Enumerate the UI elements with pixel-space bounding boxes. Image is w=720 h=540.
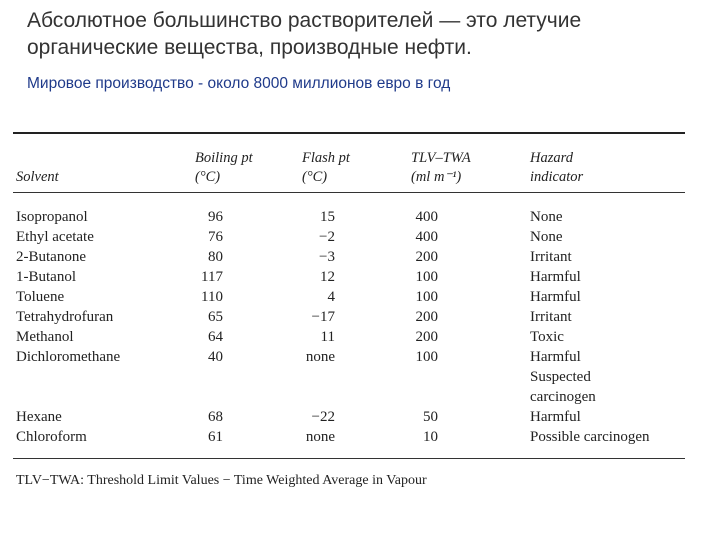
cell-boiling-point: 61: [208, 429, 223, 445]
header-hazard-line-2: indicator: [530, 169, 584, 185]
cell-flash-point: −2: [319, 229, 335, 245]
cell-hazard: None: [530, 229, 563, 245]
cell-flash-point: −17: [311, 309, 335, 325]
table-bottom-rule: [13, 458, 685, 459]
table-top-rule: [13, 132, 685, 134]
cell-hazard: Irritant: [530, 249, 572, 265]
table-row: [13, 347, 685, 367]
cell-tlv-twa: 400: [415, 229, 438, 245]
cell-hazard: Harmful: [530, 349, 581, 365]
table-header-rule: [13, 192, 685, 193]
slide-title-line-2: органические вещества, производные нефти.: [27, 36, 472, 59]
header-boiling-line-1: Boiling pt: [195, 150, 253, 166]
cell-solvent: Ethyl acetate: [16, 229, 94, 245]
header-flash-line-2: (°C): [302, 169, 328, 185]
header-tlv-line-2: (ml m⁻¹): [411, 169, 462, 185]
cell-hazard: Harmful: [530, 409, 581, 425]
cell-boiling-point: 40: [208, 349, 223, 365]
table-row: [13, 327, 685, 347]
table-row-continuation: [13, 367, 685, 387]
table-row: [13, 227, 685, 247]
header-hazard-line-1: Hazard: [530, 150, 573, 166]
cell-solvent: Isopropanol: [16, 209, 88, 225]
cell-hazard: None: [530, 209, 563, 225]
cell-hazard: Harmful: [530, 289, 581, 305]
slide-title-line-1: Абсолютное большинство растворителей — это летучие: [27, 9, 582, 32]
cell-boiling-point: 117: [201, 269, 223, 285]
cell-tlv-twa: 200: [415, 309, 438, 325]
cell-hazard: Harmful: [530, 269, 581, 285]
cell-solvent: Hexane: [16, 409, 62, 425]
table-row: [13, 207, 685, 227]
table-row: [13, 387, 685, 407]
cell-flash-point: −3: [319, 249, 335, 265]
cell-boiling-point: 64: [208, 329, 223, 345]
cell-boiling-point: 65: [208, 309, 223, 325]
cell-hazard-continuation: Suspected: [530, 369, 591, 385]
cell-boiling-point: 76: [208, 229, 223, 245]
cell-flash-point: −22: [311, 409, 335, 425]
table-footnote: TLV−TWA: Threshold Limit Values − Time Weighted Average in Vapour: [16, 473, 427, 488]
cell-flash-point: 15: [320, 209, 335, 225]
header-boiling-line-2: (°C): [195, 169, 221, 185]
cell-tlv-twa: 10: [423, 429, 438, 445]
table-row: [13, 287, 685, 307]
header-flash-line-1: Flash pt: [302, 150, 350, 166]
cell-tlv-twa: 200: [415, 249, 438, 265]
slide-title: [27, 7, 707, 61]
cell-hazard: Possible carcinogen: [530, 429, 650, 445]
cell-tlv-twa: 400: [415, 209, 438, 225]
table-row: [13, 267, 685, 287]
header-solvent: Solvent: [16, 169, 59, 185]
cell-solvent: Methanol: [16, 329, 74, 345]
cell-solvent: Tetrahydrofuran: [16, 309, 114, 325]
cell-flash-point: none: [305, 429, 335, 445]
cell-solvent: Toluene: [16, 289, 65, 305]
cell-flash-point: 12: [320, 269, 335, 285]
cell-tlv-twa: 50: [423, 409, 438, 425]
cell-solvent: Chloroform: [16, 429, 87, 445]
cell-flash-point: 11: [320, 329, 335, 345]
cell-tlv-twa: 200: [415, 329, 438, 345]
table-row: [13, 307, 685, 327]
cell-boiling-point: 96: [208, 209, 223, 225]
cell-solvent: 2-Butanone: [16, 249, 86, 265]
header-tlv-line-1: TLV–TWA: [411, 150, 471, 166]
cell-flash-point: 4: [327, 289, 335, 305]
cell-boiling-point: 68: [208, 409, 223, 425]
cell-tlv-twa: 100: [415, 269, 438, 285]
cell-tlv-twa: 100: [415, 349, 438, 365]
table-row: [13, 427, 685, 447]
slide-subtitle: Мировое производство - около 8000 миллионов евро в год: [27, 75, 451, 92]
cell-tlv-twa: 100: [415, 289, 438, 305]
cell-hazard: Irritant: [530, 309, 572, 325]
cell-solvent: Dichloromethane: [16, 349, 121, 365]
cell-flash-point: none: [305, 349, 335, 365]
table-row: [13, 407, 685, 427]
cell-boiling-point: 80: [208, 249, 223, 265]
cell-boiling-point: 110: [201, 289, 223, 305]
cell-hazard: Toxic: [530, 329, 564, 345]
table-row: [13, 247, 685, 267]
cell-solvent: 1-Butanol: [16, 269, 76, 285]
cell-hazard: carcinogen: [530, 389, 596, 405]
